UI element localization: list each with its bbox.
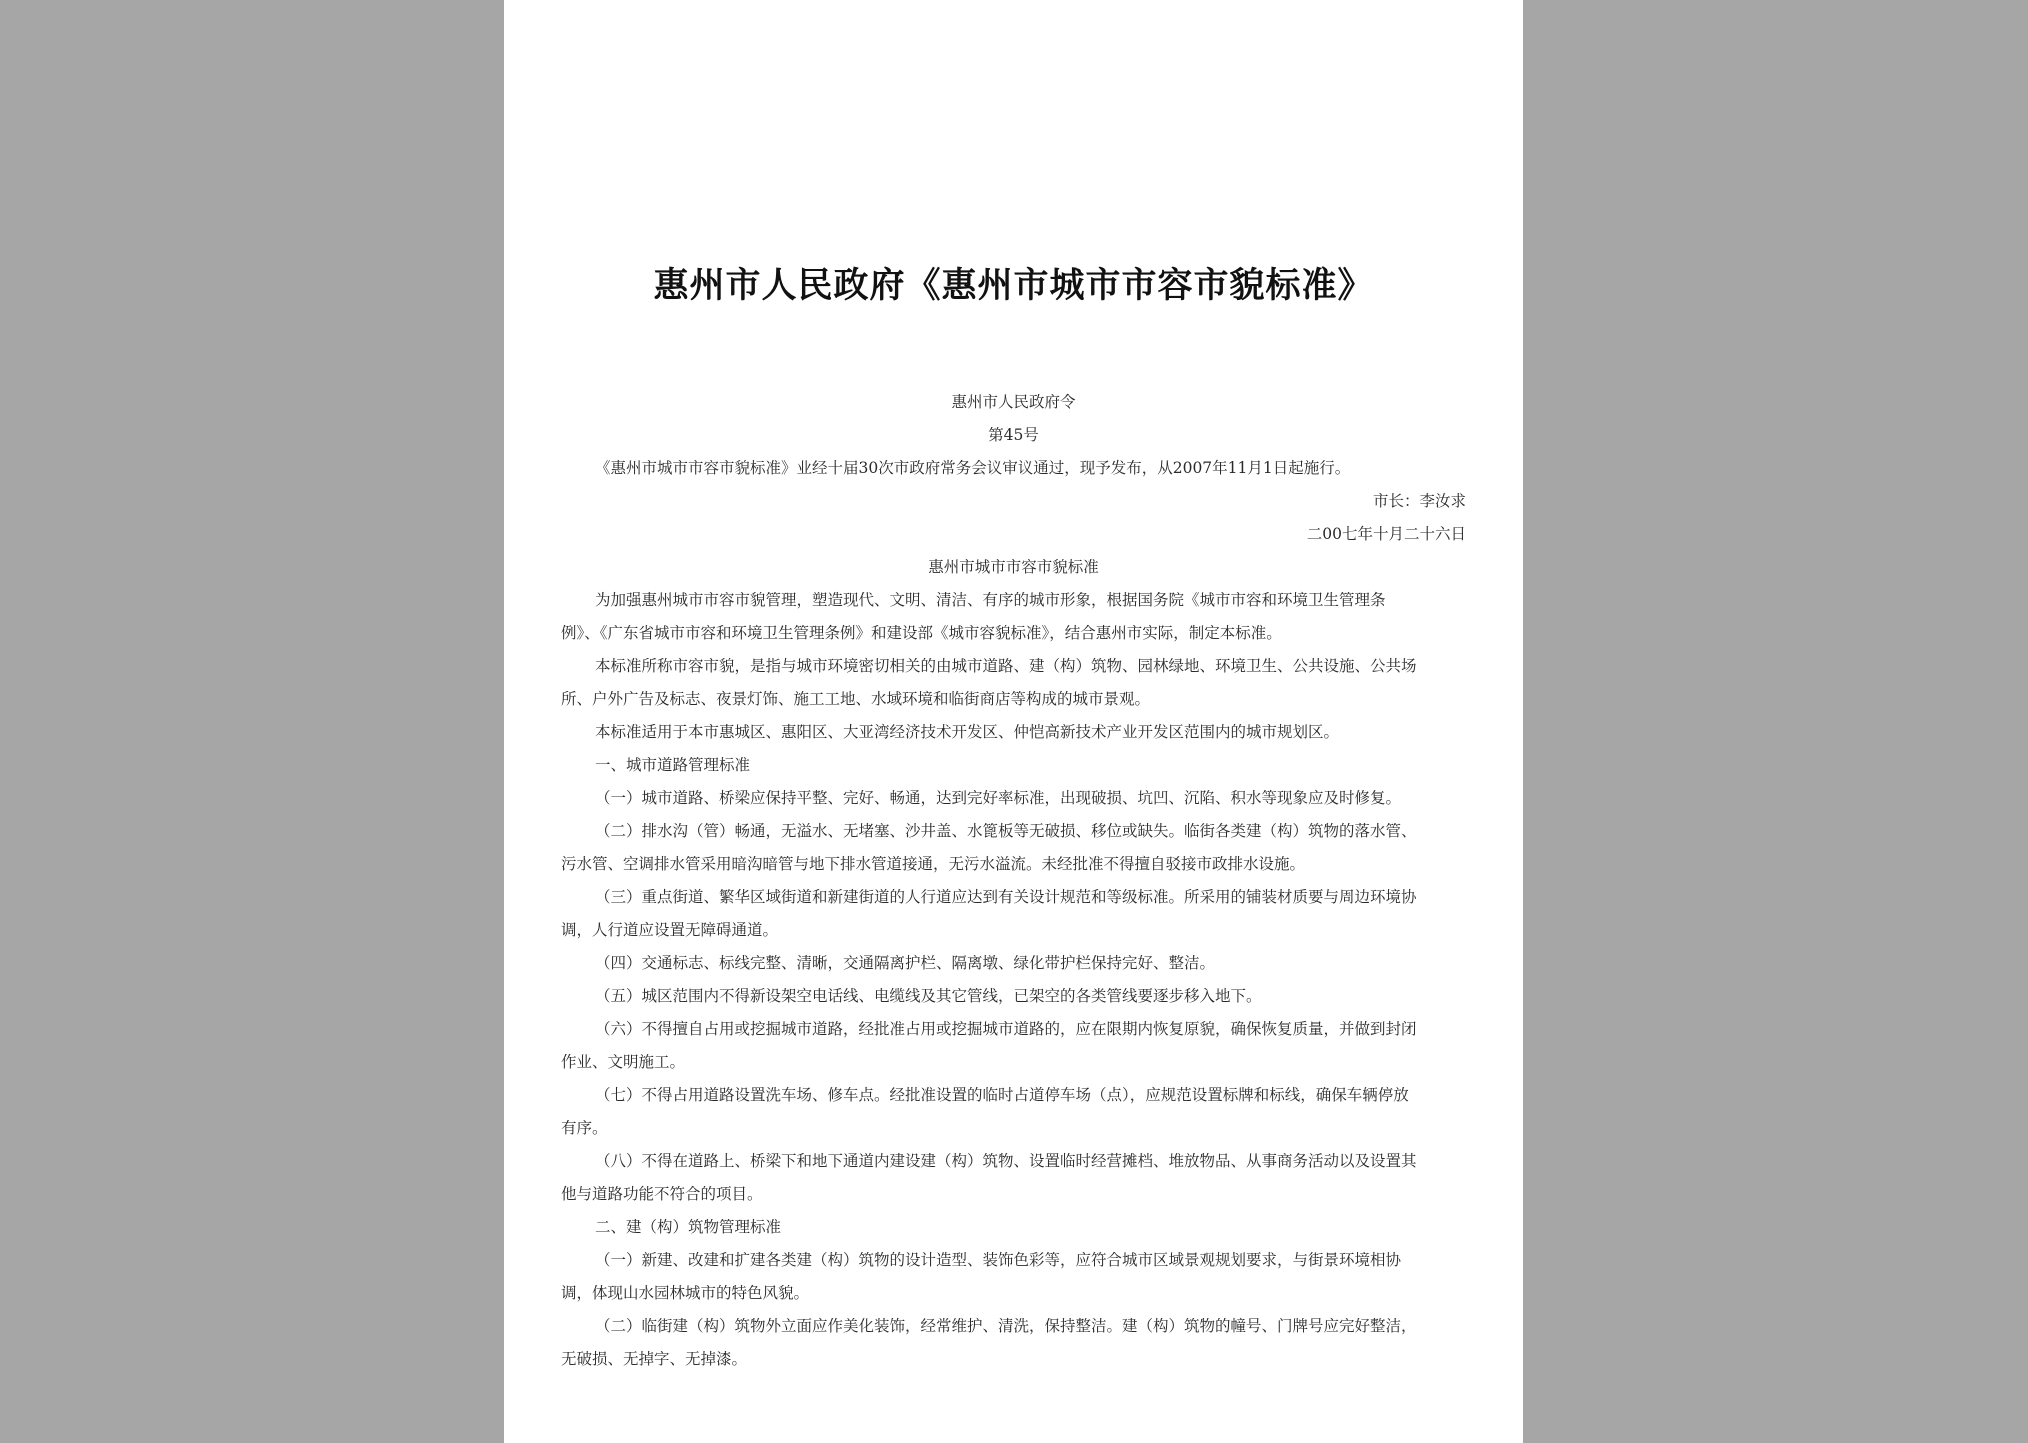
body-line: （三）重点街道、繁华区域街道和新建街道的人行道应达到有关设计规范和等级标准。所采用的铺装材质要与周边环境协	[595, 888, 1417, 906]
body-line: （六）不得擅自占用或挖掘城市道路，经批准占用或挖掘城市道路的，应在限期内恢复原貌，确保恢复质量，并做到封闭	[595, 1020, 1417, 1038]
body-line: 有序。	[561, 1119, 608, 1137]
signature: 市长：李汝求	[1372, 492, 1466, 510]
section-heading: 一、城市道路管理标准	[595, 756, 751, 774]
body-line: 作业、文明施工。	[561, 1053, 686, 1071]
standard-title: 惠州市城市市容市貌标准	[928, 558, 1099, 576]
body-line: 本标准所称市容市貌，是指与城市环境密切相关的由城市道路、建（构）筑物、园林绿地、环境卫生、公共设施、公共场	[595, 657, 1417, 675]
body-line: （一）城市道路、桥梁应保持平整、完好、畅通，达到完好率标准，出现破损、坑凹、沉陷、积水等现象应及时修复。	[595, 789, 1402, 807]
document-page	[504, 0, 1523, 1443]
body-line: 污水管、空调排水管采用暗沟暗管与地下排水管道接通，无污水溢流。未经批准不得擅自驳接市政排水设施。	[561, 855, 1306, 873]
body-line: （七）不得占用道路设置洗车场、修车点。经批准设置的临时占道停车场（点），应规范设置标牌和标线，确保车辆停放	[595, 1086, 1409, 1104]
body-line: （五）城区范围内不得新设架空电话线、电缆线及其它管线，已架空的各类管线要逐步移入地下。	[595, 987, 1262, 1005]
body-line: （四）交通标志、标线完整、清晰，交通隔离护栏、隔离墩、绿化带护栏保持完好、整洁。	[595, 954, 1216, 972]
body-line: （二）排水沟（管）畅通，无溢水、无堵塞、沙井盖、水篦板等无破损、移位或缺失。临街各类建（构）筑物的落水管、	[595, 822, 1417, 840]
body-line: 所、户外广告及标志、夜景灯饰、施工工地、水域环境和临街商店等构成的城市景观。	[561, 690, 1151, 708]
body-line: 调，体现山水园林城市的特色风貌。	[561, 1284, 810, 1302]
body-line: 无破损、无掉字、无掉漆。	[561, 1350, 748, 1368]
body-line: 为加强惠州城市市容市貌管理，塑造现代、文明、清洁、有序的城市形象，根据国务院《城市市容和环境卫生管理条	[595, 591, 1386, 609]
body-line: （八）不得在道路上、桥梁下和地下通道内建设建（构）筑物、设置临时经营摊档、堆放物品、从事商务活动以及设置其	[595, 1152, 1417, 1170]
announcement: 《惠州市城市市容市貌标准》业经十届30次市政府常务会议审议通过，现予发布，从2007年11月1日起施行。	[595, 459, 1351, 477]
document-body	[561, 386, 1466, 1376]
body-line: 本标准适用于本市惠城区、惠阳区、大亚湾经济技术开发区、仲恺高新技术产业开发区范围内的城市规划区。	[595, 723, 1340, 741]
body-line: 调，人行道应设置无障碍通道。	[561, 921, 779, 939]
body-line: 例》、《广东省城市市容和环境卫生管理条例》和建设部《城市容貌标准》，结合惠州市实际，制定本标准。	[561, 624, 1282, 642]
section-heading: 二、建（构）筑物管理标准	[595, 1218, 782, 1236]
body-line: （二）临街建（构）筑物外立面应作美化装饰，经常维护、清洗，保持整洁。建（构）筑物的幢号、门牌号应完好整洁，	[595, 1317, 1417, 1335]
order-issuer: 惠州市人民政府令	[951, 393, 1076, 411]
issue-date: 二00七年十月二十六日	[1306, 525, 1466, 543]
body-line: 他与道路功能不符合的项目。	[561, 1185, 763, 1203]
body-line: （一）新建、改建和扩建各类建（构）筑物的设计造型、装饰色彩等，应符合城市区域景观规划要求，与街景环境相协	[595, 1251, 1402, 1269]
document-title: 惠州市人民政府《惠州市城市市容市貌标准》	[653, 265, 1374, 306]
order-number: 第45号	[988, 426, 1039, 444]
